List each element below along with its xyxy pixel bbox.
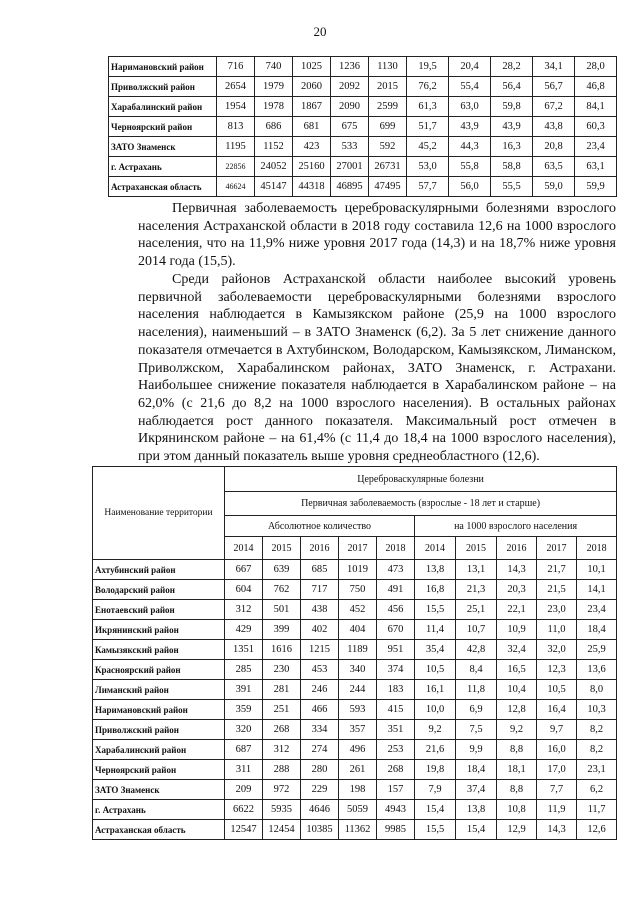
table-cell: 10,5 [415,660,456,680]
header-year: 2016 [497,537,537,560]
table-cell: 46,8 [575,77,617,97]
table-cell: 285 [225,660,263,680]
table-cell: 2060 [293,77,331,97]
table-cell: 357 [339,720,377,740]
table-cell: 280 [301,760,339,780]
header-absolute: Абсолютное количество [225,516,415,537]
table-cell: 15,5 [415,820,456,840]
row-name: Володарский район [93,580,225,600]
table-cell: 10,0 [415,700,456,720]
table-cell: 43,8 [533,117,575,137]
table-cell: 4943 [377,800,415,820]
table-cell: 438 [301,600,339,620]
table-cell: 35,4 [415,640,456,660]
table-cell: 404 [339,620,377,640]
table-cell: 16,3 [491,137,533,157]
table-cell: 46624 [217,177,255,197]
table-cell: 456 [377,600,415,620]
table-cell: 399 [263,620,301,640]
table-cell: 716 [217,57,255,77]
table-cell: 12,8 [497,700,537,720]
table-cell: 1351 [225,640,263,660]
table-cell: 244 [339,680,377,700]
table-cell: 10,1 [577,560,617,580]
table-cell: 76,2 [407,77,449,97]
table-cell: 4646 [301,800,339,820]
row-name: Ахтубинский район [93,560,225,580]
table-cell: 34,1 [533,57,575,77]
row-name: Приволжский район [109,77,217,97]
table-row [109,57,617,77]
table-cell: 7,9 [415,780,456,800]
table-cell: 20,4 [449,57,491,77]
table-cell: 18,4 [577,620,617,640]
table-cell: 183 [377,680,415,700]
row-name: Приволжский район [93,720,225,740]
table-cell: 84,1 [575,97,617,117]
table-cell: 23,4 [577,600,617,620]
table-cell: 473 [377,560,415,580]
table-cell: 1019 [339,560,377,580]
table-row [93,560,617,580]
table-cell: 55,4 [449,77,491,97]
row-name: Наримановский район [109,57,217,77]
table-row [93,660,617,680]
table-cell: 229 [301,780,339,800]
table-cell: 59,0 [533,177,575,197]
row-name: Черноярский район [109,117,217,137]
table-row [109,117,617,137]
table-cell: 9,9 [456,740,497,760]
table-cell: 26731 [369,157,407,177]
table-cell: 604 [225,580,263,600]
table-cell: 28,0 [575,57,617,77]
table-cell: 8,2 [577,740,617,760]
table-cell: 59,9 [575,177,617,197]
table-cell: 23,4 [575,137,617,157]
table-cell: 32,0 [537,640,577,660]
table-cell: 311 [225,760,263,780]
table-cell: 209 [225,780,263,800]
table-cell: 22856 [217,157,255,177]
table-row [93,580,617,600]
table-cell: 15,5 [415,600,456,620]
table-cell: 13,6 [577,660,617,680]
table-cell: 1979 [255,77,293,97]
table-cell: 813 [217,117,255,137]
table-cell: 6,9 [456,700,497,720]
table-cell: 7,5 [456,720,497,740]
table-cell: 11,4 [415,620,456,640]
table-cell: 37,4 [456,780,497,800]
table-cell: 6622 [225,800,263,820]
table-cell: 10,8 [497,800,537,820]
table-row [93,780,617,800]
table-cell: 429 [225,620,263,640]
table-cell: 55,8 [449,157,491,177]
table-cell: 51,7 [407,117,449,137]
table-cell: 8,8 [497,740,537,760]
row-name: Астраханская область [109,177,217,197]
table-cell: 251 [263,700,301,720]
table-cell: 20,8 [533,137,575,157]
table-cell: 1195 [217,137,255,157]
table-cell: 19,8 [415,760,456,780]
table-cell: 57,7 [407,177,449,197]
table-cell: 312 [263,740,301,760]
table-cell: 5935 [263,800,301,820]
table-cell: 45147 [255,177,293,197]
table-cell: 27001 [331,157,369,177]
header-group: Цереброваскулярные болезни [225,467,617,492]
table-row [93,760,617,780]
table-cell: 593 [339,700,377,720]
table-cell: 25,1 [456,600,497,620]
table-cell: 8,2 [577,720,617,740]
table-cell: 12454 [263,820,301,840]
table-row [93,600,617,620]
table-cell: 13,8 [415,560,456,580]
table-cell: 16,0 [537,740,577,760]
table-cell: 334 [301,720,339,740]
table-cell: 2092 [331,77,369,97]
table-cell: 23,0 [537,600,577,620]
table-cell: 1025 [293,57,331,77]
table-cell: 9985 [377,820,415,840]
table-cell: 11,9 [537,800,577,820]
table-cell: 253 [377,740,415,760]
table-cell: 1189 [339,640,377,660]
header-year: 2018 [377,537,415,560]
table-cell: 58,8 [491,157,533,177]
table-cell: 1130 [369,57,407,77]
table-cell: 452 [339,600,377,620]
table-cell: 639 [263,560,301,580]
table-cell: 11,0 [537,620,577,640]
table-cell: 42,8 [456,640,497,660]
table-cell: 25160 [293,157,331,177]
row-name: г. Астрахань [109,157,217,177]
table-cell: 496 [339,740,377,760]
table-cell: 12,9 [497,820,537,840]
table-cell: 453 [301,660,339,680]
table-cell: 1616 [263,640,301,660]
header-territory: Наименование территории [93,467,225,560]
table-cell: 268 [263,720,301,740]
table-cell: 32,4 [497,640,537,660]
table-cell: 10,7 [456,620,497,640]
table-cell: 951 [377,640,415,660]
table-row [93,720,617,740]
table-cell: 699 [369,117,407,137]
header-year: 2018 [577,537,617,560]
table-cell: 59,8 [491,97,533,117]
table-cell: 44318 [293,177,331,197]
table-cell: 45,2 [407,137,449,157]
table-cell: 22,1 [497,600,537,620]
table-cell: 15,4 [456,820,497,840]
table-cell: 16,5 [497,660,537,680]
table-cell: 7,7 [537,780,577,800]
table-cell: 61,3 [407,97,449,117]
table-cell: 43,9 [491,117,533,137]
table-cell: 466 [301,700,339,720]
table-cell: 56,0 [449,177,491,197]
table-row [109,137,617,157]
table-cell: 592 [369,137,407,157]
table-cell: 374 [377,660,415,680]
table-cell: 198 [339,780,377,800]
table-cell: 675 [331,117,369,137]
table-cell: 2015 [369,77,407,97]
table-cell: 9,7 [537,720,577,740]
table-cell: 21,6 [415,740,456,760]
table-row [109,157,617,177]
table-cell: 1215 [301,640,339,660]
table-cell: 67,2 [533,97,575,117]
table-row [93,800,617,820]
table-cell: 351 [377,720,415,740]
cerebrovascular-table [92,466,617,840]
table-cell: 717 [301,580,339,600]
table-cell: 9,2 [415,720,456,740]
table-cell: 1236 [331,57,369,77]
table-cell: 63,5 [533,157,575,177]
table-cell: 340 [339,660,377,680]
table-cell: 28,2 [491,57,533,77]
table-cell: 11,8 [456,680,497,700]
table-cell: 8,4 [456,660,497,680]
table-row [93,680,617,700]
table-cell: 14,1 [577,580,617,600]
table-cell: 10,4 [497,680,537,700]
table-cell: 63,1 [575,157,617,177]
table-cell: 762 [263,580,301,600]
row-name: Астраханская область [93,820,225,840]
paragraph-districts: Среди районов Астраханской области наиболее высокий уровень первичной заболеваемости цереброваскулярными болезнями взрослого населения наблюдается в Камызякском районе (25,9 на 1000 взрослого населения), наименьший – в ЗАТО Знаменск (6,2). За 5 лет снижение данного показателя отмечается в Ахтубинском, Володарском, Камызякском, Лиманском, Приволжском, Харабалинском районах, ЗАТО Знаменск, г. Астрахани. Наибольшее снижение показателя наблюдается в Харабалинском районе – на 62,0% (с 21,6 до 8,2 на 1000 взрослого населения). В остальных районах наблюдается рост данного показателя. Максимальный рост отмечен в Икрянинском районе – на 61,4% (с 11,4 до 18,4 на 1000 взрослого населения), при этом данный показатель выше уровня среднеобластного (12,6). [138,272,616,465]
row-name: Камызякский район [93,640,225,660]
table-cell: 423 [293,137,331,157]
table-cell: 19,5 [407,57,449,77]
row-name: Лиманский район [93,680,225,700]
table-cell: 12547 [225,820,263,840]
table-cell: 21,5 [537,580,577,600]
header-year: 2017 [537,537,577,560]
table-cell: 1978 [255,97,293,117]
table-cell: 8,0 [577,680,617,700]
table-row [93,620,617,640]
table-cell: 1152 [255,137,293,157]
header-year: 2015 [263,537,301,560]
table-cell: 415 [377,700,415,720]
table-cell: 268 [377,760,415,780]
table-cell: 5059 [339,800,377,820]
row-name: ЗАТО Знаменск [109,137,217,157]
table-cell: 16,1 [415,680,456,700]
table-cell: 491 [377,580,415,600]
row-name: Икрянинский район [93,620,225,640]
row-name: Харабалинский район [93,740,225,760]
header-year: 2014 [225,537,263,560]
table-cell: 11,7 [577,800,617,820]
table-cell: 1954 [217,97,255,117]
table-cell: 312 [225,600,263,620]
table-cell: 43,9 [449,117,491,137]
table-cell: 2090 [331,97,369,117]
table-cell: 44,3 [449,137,491,157]
table-cell: 686 [255,117,293,137]
row-name: Красноярский район [93,660,225,680]
table-cell: 9,2 [497,720,537,740]
header-year: 2016 [301,537,339,560]
table-row [93,700,617,720]
table-cell: 402 [301,620,339,640]
table-cell: 12,6 [577,820,617,840]
table-cell: 685 [301,560,339,580]
header-year: 2017 [339,537,377,560]
table-cell: 359 [225,700,263,720]
table-cell: 18,1 [497,760,537,780]
table-cell: 246 [301,680,339,700]
row-name: Харабалинский район [109,97,217,117]
table-cell: 56,4 [491,77,533,97]
row-name: г. Астрахань [93,800,225,820]
table-cell: 10385 [301,820,339,840]
row-name: ЗАТО Знаменск [93,780,225,800]
table-cell: 10,3 [577,700,617,720]
page-number: 20 [313,24,327,39]
header-year: 2014 [415,537,456,560]
table-cell: 18,4 [456,760,497,780]
table-cell: 47495 [369,177,407,197]
row-name: Енотаевский район [93,600,225,620]
table-cell: 157 [377,780,415,800]
table-cell: 6,2 [577,780,617,800]
table-cell: 14,3 [537,820,577,840]
row-name: Черноярский район [93,760,225,780]
table-cell: 56,7 [533,77,575,97]
table-cell: 21,7 [537,560,577,580]
table-cell: 2654 [217,77,255,97]
table-cell: 15,4 [415,800,456,820]
table-cell: 10,9 [497,620,537,640]
table-cell: 13,1 [456,560,497,580]
table-cell: 24052 [255,157,293,177]
table-cell: 281 [263,680,301,700]
table-cell: 23,1 [577,760,617,780]
table-row [109,77,617,97]
table-cell: 274 [301,740,339,760]
table-row [93,640,617,660]
table-cell: 46895 [331,177,369,197]
table-cell: 20,3 [497,580,537,600]
top-table [108,56,617,197]
table-cell: 230 [263,660,301,680]
table-cell: 261 [339,760,377,780]
table-row [109,177,617,197]
table-cell: 16,8 [415,580,456,600]
paragraph-summary: Первичная заболеваемость цереброваскулярными болезнями взрослого населения Астраханской области в 2018 году составила 12,6 на 1000 взрослого населения, что на 11,9% ниже уровня 2017 года (14,3) и на 18,7% ниже уровня 2014 года (15,5). [138,201,616,270]
header-per-1000: на 1000 взрослого населения [415,516,617,537]
table-cell: 501 [263,600,301,620]
table-cell: 533 [331,137,369,157]
table-cell: 391 [225,680,263,700]
header-year: 2015 [456,537,497,560]
table-cell: 60,3 [575,117,617,137]
row-name: Наримановский район [93,700,225,720]
table-cell: 63,0 [449,97,491,117]
table-row [93,820,617,840]
table-cell: 750 [339,580,377,600]
table-cell: 17,0 [537,760,577,780]
table-cell: 53,0 [407,157,449,177]
table-cell: 681 [293,117,331,137]
table-row [109,97,617,117]
table-cell: 670 [377,620,415,640]
table-row [93,740,617,760]
table-cell: 16,4 [537,700,577,720]
table-cell: 25,9 [577,640,617,660]
table-cell: 13,8 [456,800,497,820]
table-cell: 8,8 [497,780,537,800]
table-cell: 10,5 [537,680,577,700]
table-cell: 12,3 [537,660,577,680]
table-cell: 288 [263,760,301,780]
table-cell: 11362 [339,820,377,840]
table-cell: 687 [225,740,263,760]
table-cell: 2599 [369,97,407,117]
table-cell: 320 [225,720,263,740]
table-cell: 972 [263,780,301,800]
table-cell: 667 [225,560,263,580]
table-cell: 14,3 [497,560,537,580]
header-subgroup: Первичная заболеваемость (взрослые - 18 лет и старше) [225,492,617,516]
table-cell: 1867 [293,97,331,117]
table-cell: 21,3 [456,580,497,600]
table-cell: 55,5 [491,177,533,197]
table-cell: 740 [255,57,293,77]
